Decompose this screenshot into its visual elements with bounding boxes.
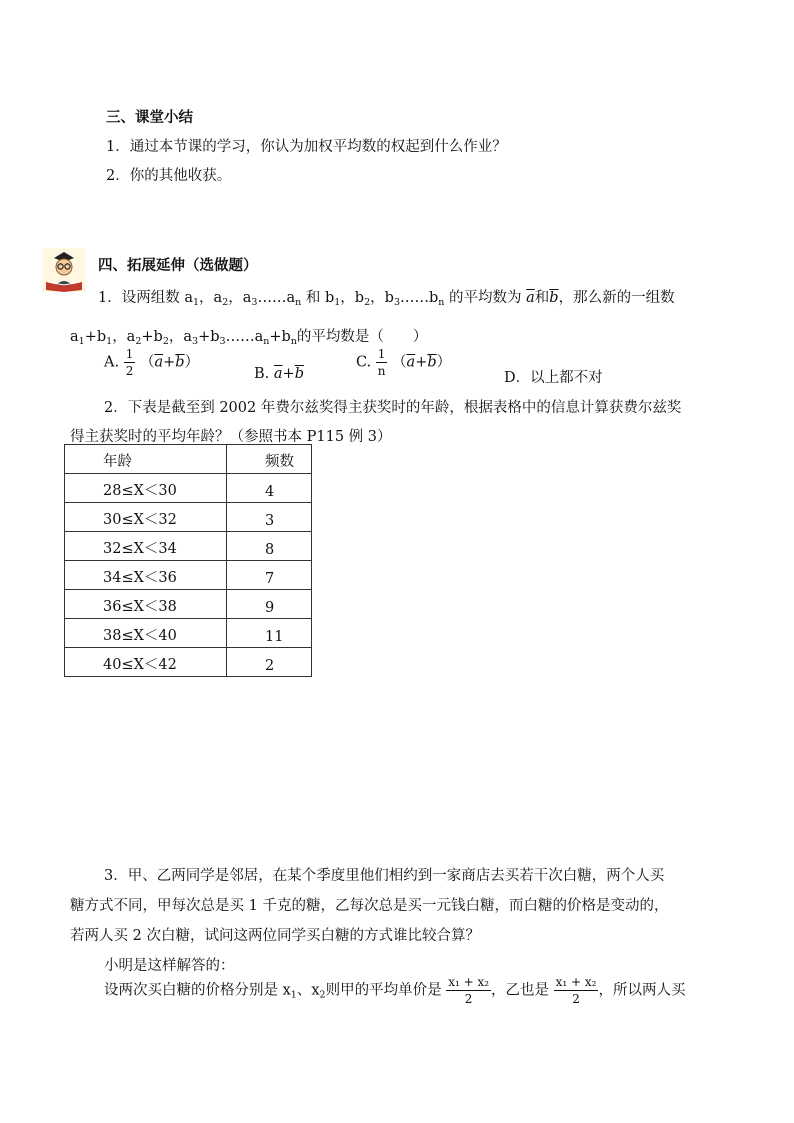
table-header-row (65, 445, 312, 474)
n-den: n (377, 364, 386, 378)
plus: + (163, 354, 176, 371)
q3-text-a: 设两次买白糖的价格分别是 x (104, 982, 291, 999)
lparen: （ (392, 354, 407, 371)
header-frequency: 频数 (227, 445, 312, 474)
table-row (65, 561, 312, 590)
n-num: 1 (377, 347, 386, 361)
q1-line1: 1．设两组数 $a_1$，$a_2$，$a_3\dots\dots a_n$ 和 $b_1$，$b_2$，$b_3\dots\dots b_n$ 的平均数为 $\overline{a}$和$\overline{b}$，那么新的一组数 (98, 290, 675, 308)
q1-line2 (70, 325, 427, 347)
option-b-label: B. (254, 366, 270, 382)
section4-heading: 四、拓展延伸（选做题） (98, 257, 258, 274)
frequency: 4 (227, 474, 312, 503)
table-row (65, 619, 312, 648)
table-row (65, 648, 312, 677)
b-bar: $\overline{b}$ (294, 366, 304, 382)
avg-price-fraction (554, 976, 599, 1005)
age-range: 34≤X＜36 (65, 561, 227, 590)
fraction-half (124, 348, 136, 377)
age-range: 40≤X＜42 (65, 648, 227, 677)
option-d: D．以上都不对 (504, 370, 603, 386)
q2-line1: 2．下表是截至到 2002 年费尔兹奖得主获奖时的年龄，根据表格中的信息计算获费尔兹奖 (104, 400, 682, 416)
q3-text-d: ，乙也是 (491, 982, 550, 999)
frequency: 9 (227, 590, 312, 619)
q1-text-end: ，那么新的一组数 (558, 290, 675, 306)
q1-text-start: 1．设两组数 (98, 290, 185, 306)
age-range: 32≤X＜34 (65, 532, 227, 561)
q3-line3: 若两人买 2 次白糖，试问这两位同学买白糖的方式谁比较合算？ (70, 928, 480, 944)
q1-text-mid: 的平均数为 (444, 290, 527, 306)
frequency: 8 (227, 532, 312, 561)
rparen: ） (436, 354, 452, 371)
option-a (104, 348, 199, 377)
table-row (65, 532, 312, 561)
summary-item-1: 1．通过本节课的学习，你认为加权平均数的权起到什么作业？ (106, 139, 507, 155)
age-range: 28≤X＜30 (65, 474, 227, 503)
q3-line1: 3．甲、乙两同学是邻居，在某个季度里他们相约到一家商店去买若干次白糖，两个人买 (104, 868, 665, 884)
a-bar: $\overline{a}$ (273, 366, 283, 382)
frequency: 2 (227, 648, 312, 677)
teacher-reading-icon (42, 248, 86, 296)
age-range: 30≤X＜32 (65, 503, 227, 532)
a-bar: $\overline{a}$ (154, 354, 164, 371)
table-row (65, 503, 312, 532)
q1-question: 的平均数是（ ） (296, 329, 428, 345)
frac-den: 2 (572, 992, 580, 1006)
option-c-label: C. (356, 354, 372, 371)
half-num: 1 (125, 347, 134, 361)
frequency: 11 (227, 619, 312, 648)
q3-text-e: ，所以两人买 (598, 982, 686, 999)
table-row (65, 590, 312, 619)
lparen: （ (139, 354, 155, 371)
q3-text-b: 、x (296, 982, 320, 999)
a-bar: $\overline{a}$ (526, 290, 535, 306)
b-bar: $\overline{b}$ (175, 354, 185, 371)
q3-line4: 小明是这样解答的： (104, 958, 235, 974)
q3-text-c: 则甲的平均单价是 (325, 982, 442, 999)
rparen: ） (184, 354, 200, 371)
q3-line5: 设两次买白糖的价格分别是 $x_1$、$x_2$则甲的平均单价是 $\frac{\text{x₁ + x₂}}{2}$ ，乙也是 $\frac{\text{x₁ + x₂}}{2}$ ，所以两人买 (104, 975, 686, 1006)
half-den: 2 (125, 364, 134, 378)
q2-line2: 得主获奖时的平均年龄？（参照书本 P115 例 3） (70, 429, 392, 445)
summary-item-2: 2．你的其他收获。 (106, 168, 232, 184)
frac-den: 2 (464, 992, 473, 1006)
option-a-label: A. (104, 354, 120, 371)
seq-a: $a_1$，$a_2$，$a_3\dots\dots a_n$ (184, 290, 302, 308)
plus: + (415, 354, 428, 371)
seq-b: $b_1$，$b_2$，$b_3\dots\dots b_n$ (324, 290, 445, 308)
avg-price-fraction (446, 976, 491, 1005)
frequency: 3 (227, 503, 312, 532)
fraction-1-over-n (376, 348, 388, 377)
b-bar: $\overline{b}$ (549, 290, 559, 306)
section3-heading: 三、课堂小结 (106, 109, 193, 126)
q3-line2: 糖方式不同，甲每次总是买 1 千克的糖，乙每次总是买一元钱白糖，而白糖的价格是变动的， (70, 898, 669, 914)
table-row (65, 474, 312, 503)
header-age: 年龄 (65, 445, 227, 474)
option-b (254, 366, 304, 382)
age-range: 36≤X＜38 (65, 590, 227, 619)
b-bar: $\overline{b}$ (427, 354, 437, 371)
frequency: 7 (227, 561, 312, 590)
a-bar: $\overline{a}$ (406, 354, 416, 371)
q1-and: 和 (534, 290, 550, 306)
age-range: 38≤X＜40 (65, 619, 227, 648)
frequency-table (64, 444, 312, 677)
seq-sum: $a_1+b_1$，$a_2+b_2$，$a_3+b_3\dots\dots a_n+b_n$ (70, 329, 297, 347)
option-c (356, 348, 451, 377)
frac-num: x₁ + x₂ (448, 975, 490, 989)
plus: + (282, 366, 295, 382)
frac-num: x₁ + x₂ (555, 975, 597, 989)
